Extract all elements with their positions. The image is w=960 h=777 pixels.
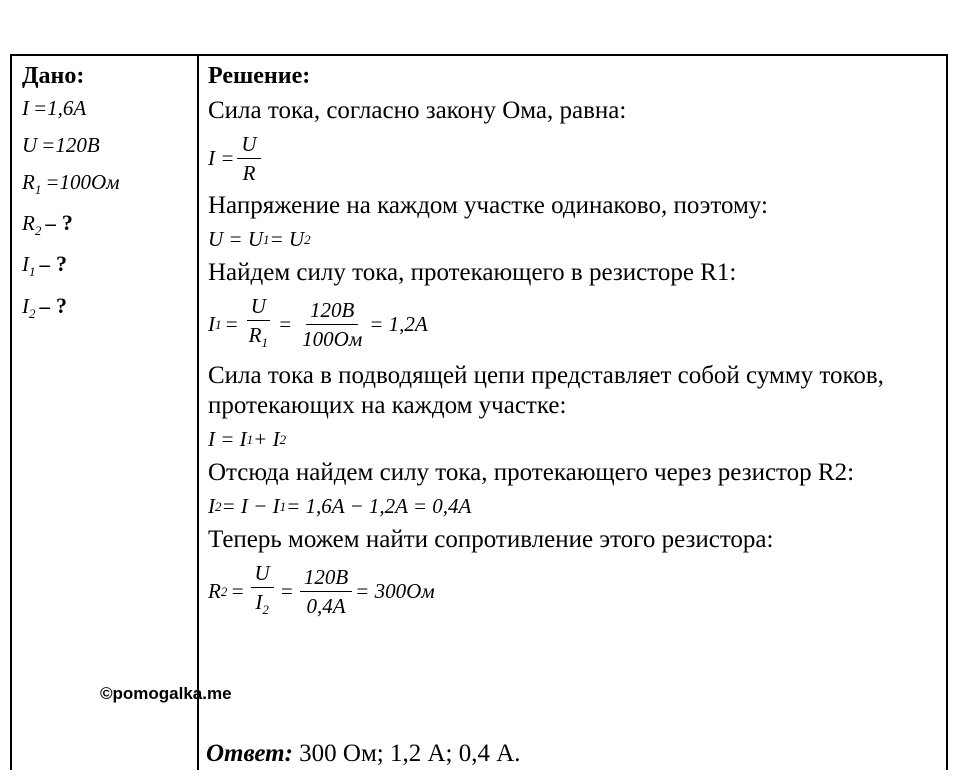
solution-paragraph-2: Напряжение на каждом участке одинаково, поэтому: (208, 192, 768, 219)
task-table (10, 54, 948, 770)
given-list (22, 96, 192, 322)
watermark: ©pomogalka.me (100, 684, 232, 703)
solution-title: Решение: (208, 63, 311, 89)
answer-line (206, 740, 521, 768)
formula-current-2: I 2 = I − I 1 = 1,6A − 1,2A = 0,4A (208, 494, 472, 519)
answer-value: 300 Ом; 1,2 А; 0,4 А. (292, 740, 521, 767)
given-item: $I_2$ – ? (22, 292, 67, 321)
given-column (22, 62, 192, 334)
column-divider (197, 56, 199, 770)
formula-ohm-law: I = $\frac{U}{R}$ (208, 132, 264, 185)
given-item: $R_2$ – ? (22, 210, 73, 239)
given-item: I =1,6A (22, 96, 87, 120)
answer-label: Ответ: (206, 740, 293, 767)
formula-resistance-2: R 2 = $\frac{U}{I_2}$ = $\frac{120B}{0,4A}$ = 300Ом (208, 561, 435, 619)
solution-paragraph-1: Сила тока, согласно закону Ома, равна: (208, 97, 627, 124)
formula-voltage: U = U 1 = U 2 (208, 227, 311, 251)
given-item: U =120B (22, 133, 100, 157)
formula-current-1: I 1 = $\frac{U}{R_1}$ = $\frac{120B}{100Ом}$ = 1,2A (208, 294, 428, 352)
solution-paragraph-4: Сила тока в подводящей цепи представляет собой сумму токов, протекающих на каждом участке: (208, 362, 884, 420)
given-title: Дано: (22, 63, 85, 89)
solution-column (208, 62, 938, 622)
formula-current-sum: I = I 1 + I 2 (208, 427, 287, 452)
given-item: $I_1$ – ? (22, 251, 67, 280)
solution-paragraph-6: Теперь можем найти сопротивление этого резистора: (208, 526, 774, 554)
solution-paragraph-3: Найдем силу тока, протекающего в резисторе R1: (208, 259, 737, 286)
solution-paragraph-5: Отсюда найдем силу тока, протекающего через резистор R2: (208, 459, 855, 487)
given-item: $R_1 =100Ом$ (22, 170, 120, 198)
